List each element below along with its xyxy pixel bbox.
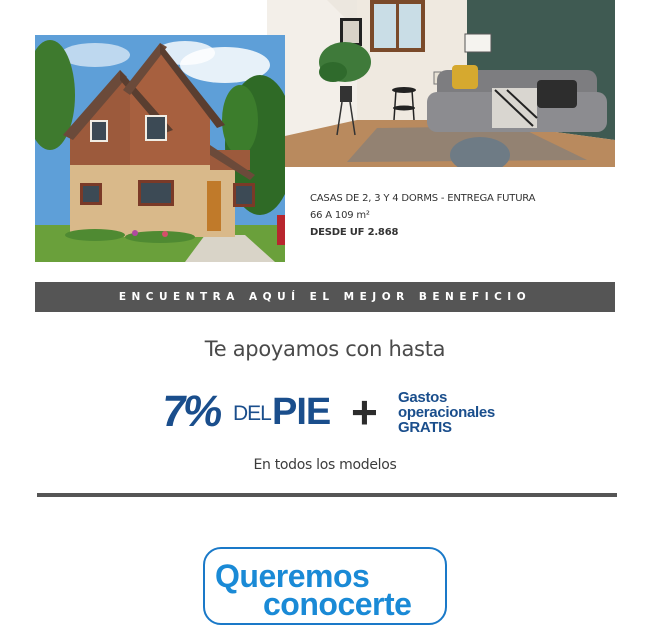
house-photo (35, 35, 285, 262)
offer-extra-line3: GRATIS (398, 419, 452, 436)
offer-percent: 7% (158, 387, 224, 436)
models-note: En todos los modelos (253, 457, 397, 473)
offer-extra-benefit (398, 390, 495, 435)
property-bedrooms: CASAS DE 2, 3 Y 4 DORMS - ENTREGA FUTURA (310, 193, 536, 204)
cta-line1: Queremos (215, 558, 370, 594)
banner-text: ENCUENTRA AQUÍ EL MEJOR BENEFICIO (118, 291, 532, 303)
offer-extra-line2: operacionales (398, 404, 495, 421)
plus-icon: + (351, 386, 378, 438)
offer-row (158, 386, 522, 438)
divider (37, 493, 617, 497)
contact-cta-button[interactable] (203, 547, 447, 625)
property-price: DESDE UF 2.868 (310, 227, 399, 238)
interior-photo (267, 0, 615, 167)
offer-extra-line1: Gastos (398, 389, 448, 406)
property-size: 66 A 109 m² (310, 210, 370, 221)
benefit-banner (35, 282, 615, 312)
cta-line2: conocerte (263, 586, 412, 622)
offer-del-label: DEL (233, 402, 271, 425)
property-info (310, 190, 610, 241)
offer-pie-label: PIE (272, 391, 331, 433)
support-heading: Te apoyamos con hasta (204, 337, 446, 361)
